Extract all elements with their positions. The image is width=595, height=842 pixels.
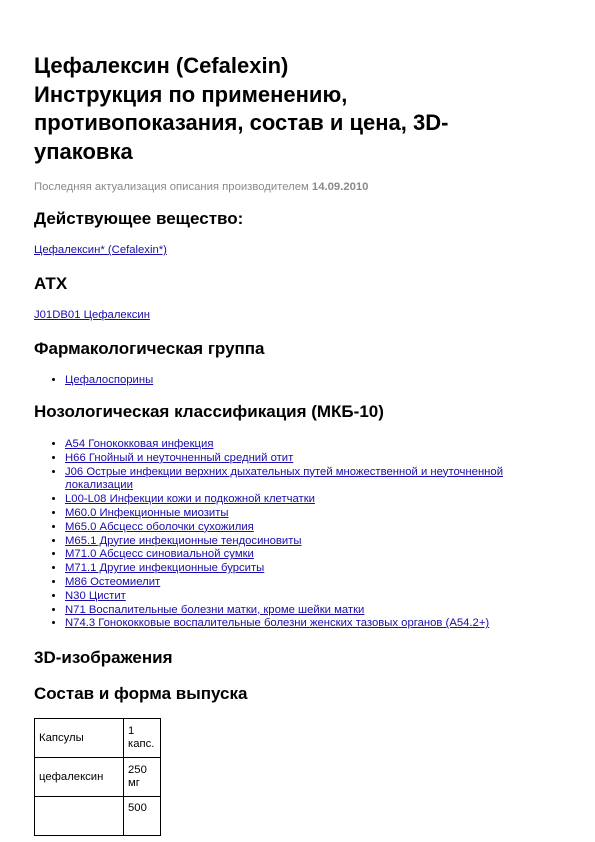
icd-link[interactable]: M71.0 Абсцесс синовиальной сумки — [65, 548, 254, 561]
pharm-group-list — [34, 374, 595, 388]
page-title — [34, 52, 564, 166]
icd-list — [34, 438, 585, 631]
list-item — [65, 576, 585, 590]
table-cell: 1 капс. — [124, 719, 161, 758]
list-item — [65, 493, 585, 507]
list-item — [65, 604, 585, 618]
pharm-group-link[interactable]: Цефалоспорины — [65, 374, 154, 386]
icd-link-continuation[interactable]: локализации — [65, 479, 133, 492]
icd-link[interactable]: H66 Гнойный и неуточненный средний отит — [65, 451, 294, 464]
list-item — [65, 535, 585, 549]
list-item — [65, 507, 585, 521]
list-item — [65, 374, 595, 388]
icd-link[interactable]: N71 Воспалительные болезни матки, кроме шейки матки — [65, 603, 365, 616]
table-row — [35, 719, 161, 758]
icd-link[interactable]: N74.3 Гонококковые воспалительные болезни женских тазовых органов (A54.2+) — [65, 617, 490, 630]
active-substance-heading: Действующее вещество: — [34, 209, 244, 228]
icd-link[interactable]: J06 Острые инфекции верхних дыхательных путей множественной и неуточненной — [65, 465, 504, 478]
composition-heading: Состав и форма выпуска — [34, 684, 248, 703]
page-title-line-1: Цефалексин (Cefalexin) — [34, 53, 289, 78]
list-item — [65, 590, 585, 604]
table-cell: цефалексин — [35, 758, 124, 797]
table-cell — [35, 797, 124, 836]
table-row — [35, 797, 161, 836]
page-title-line-2: Инструкция по применению, — [34, 81, 348, 107]
icd-heading: Нозологическая классификация (МКБ-10) — [34, 402, 384, 421]
images-3d-heading: 3D-изображения — [34, 648, 173, 667]
icd-link[interactable]: L00-L08 Инфекции кожи и подкожной клетчатки — [65, 493, 315, 506]
page-title-line-4: упаковка — [34, 138, 133, 164]
icd-link[interactable]: M86 Остеомиелит — [65, 575, 161, 588]
list-item — [65, 438, 585, 452]
icd-link[interactable]: M65.1 Другие инфекционные тендосиновиты — [65, 534, 302, 547]
page-title-line-3: противопоказания, состав и цена, 3D- — [34, 110, 449, 135]
icd-link[interactable]: A54 Гонококковая инфекция — [65, 438, 214, 450]
composition-table-wrap — [34, 718, 174, 814]
icd-link[interactable]: M71.1 Другие инфекционные бурситы — [65, 562, 265, 575]
atc-heading: АТХ — [34, 274, 68, 293]
active-substance-link[interactable]: Цефалексин* (Cefalexin*) — [34, 244, 167, 256]
last-updated-date: 14.09.2010 — [311, 181, 369, 193]
list-item — [65, 617, 585, 631]
icd-link[interactable]: M65.0 Абсцесс оболочки сухожилия — [65, 520, 254, 533]
table-row — [35, 758, 161, 797]
list-item — [65, 452, 585, 466]
last-updated-note — [34, 180, 368, 194]
icd-link[interactable]: N30 Цистит — [65, 589, 126, 602]
last-updated-label: Последняя актуализация описания производителем — [34, 181, 309, 193]
list-item — [65, 521, 585, 535]
atc-code-link[interactable]: J01DB01 Цефалексин — [34, 309, 150, 321]
pharm-group-heading: Фармакологическая группа — [34, 339, 265, 358]
table-cell: 500 — [124, 797, 161, 836]
table-cell: 250 мг — [124, 758, 161, 797]
table-cell: Капсулы — [35, 719, 124, 758]
list-item — [65, 466, 585, 494]
list-item — [65, 562, 585, 576]
list-item — [65, 548, 585, 562]
composition-table — [34, 718, 161, 836]
icd-link[interactable]: M60.0 Инфекционные миозиты — [65, 506, 229, 519]
